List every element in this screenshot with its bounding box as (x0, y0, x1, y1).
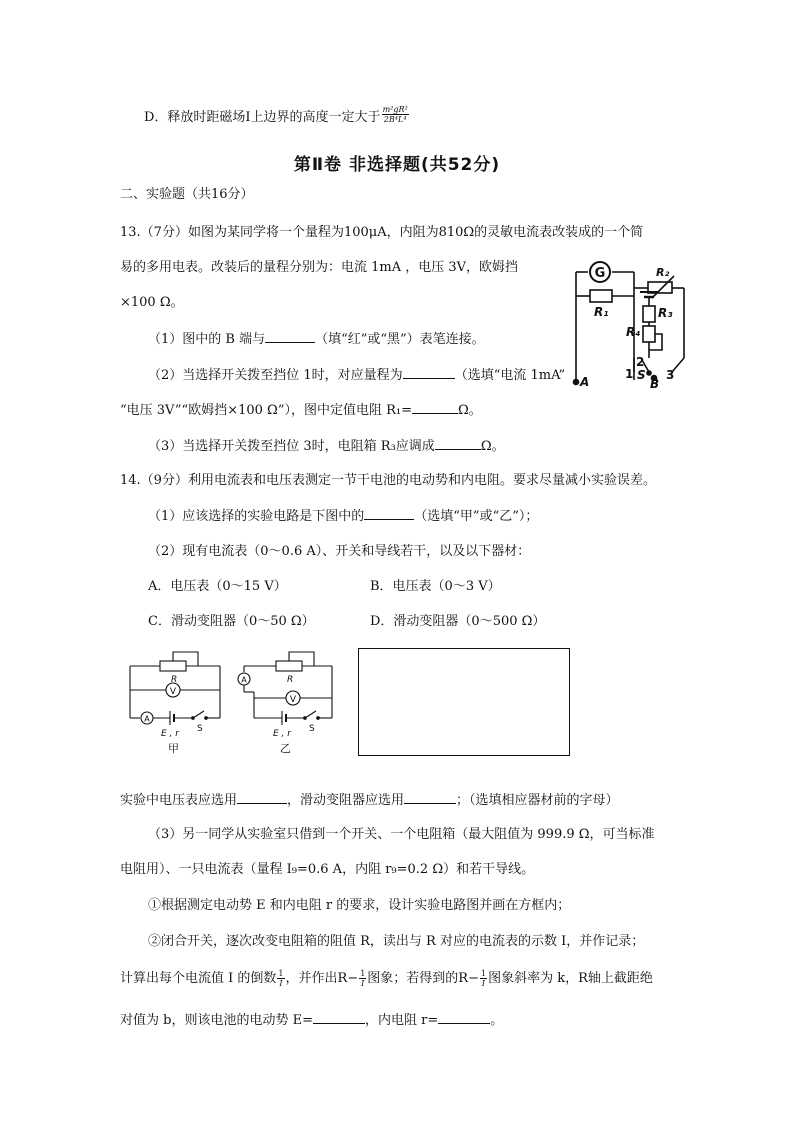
jia-rheostat (160, 661, 186, 671)
multimeter-circuit (562, 262, 702, 402)
jia-v-label: V (169, 687, 177, 697)
q13-sub2b-blank (412, 401, 458, 414)
label-s: S (637, 368, 646, 382)
option-d-fraction-den: 2B⁴L⁴ (383, 115, 407, 124)
circuit-yi (238, 646, 338, 756)
label-a: A (580, 375, 590, 389)
q14-emf-blank (313, 1011, 365, 1024)
q13-sub2 (148, 366, 565, 385)
q14-sub1-blank (364, 507, 414, 520)
q14-sub1 (148, 507, 538, 526)
yi-a-label: A (241, 675, 247, 685)
label-b: B (650, 377, 660, 391)
q14-sub3-l2: 电阻用）、一只电流表（量程 I₉=0.6 A，内阻 r₉=0.2 Ω）和若干导线。 (120, 862, 535, 877)
q13-line1: 13.（7分）如图为某同学将一个量程为100μA，内阻为810Ω的灵敏电流表改装成的一个简 (120, 225, 644, 240)
yi-s-label: S (309, 724, 315, 734)
jia-s-label: S (197, 724, 203, 734)
frac1-num: 1 (278, 969, 284, 978)
r3-resistor (643, 306, 655, 322)
q14-last-a: 对值为 b，则该电池的电动势 E= (120, 1013, 313, 1028)
reciprocal-fraction-3 (480, 969, 487, 988)
q14-option-a: A．电压表（0～15 V） (148, 579, 287, 594)
option-d-text: D．释放时距磁场Ⅰ上边界的高度一定大于 (144, 110, 381, 125)
frac2-num: 1 (360, 969, 366, 978)
q14-sub1-text: （1）应该选择的实验电路是下图中的 (148, 509, 365, 524)
q13-sub2b-text: “电压 3V”“欧姆挡×100 Ω”），图中定值电阻 R₁= (120, 403, 412, 418)
jia-caption: 甲 (168, 742, 179, 755)
q13-sub1-text: （1）图中的 B 端与 (148, 332, 266, 347)
frac2-den: I (361, 979, 365, 988)
answer-drawing-box[interactable] (358, 648, 570, 756)
q14-item2: ②闭合开关，逐次改变电阻箱的阻值 R，读出与 R 对应的电流表的示数 I，并作记录； (148, 934, 645, 949)
jia-a-label: A (144, 714, 150, 724)
q14-calc-b: ，并作出R− (285, 971, 359, 986)
r3-label: R₃ (658, 306, 673, 320)
section-title: 第Ⅱ卷 非选择题(共52分) (293, 155, 501, 175)
option-d-fraction-num: m²gR² (382, 105, 408, 114)
q14-resistance-blank (438, 1011, 490, 1024)
q13-sub2-tail: （选填“电流 1mA” (454, 368, 566, 383)
reciprocal-fraction-2 (359, 969, 366, 988)
q13-sub2b-tail: Ω。 (458, 403, 482, 418)
q14-voltmeter-blank (237, 791, 287, 804)
q14-calc-a: 计算出每个电流值 I 的倒数 (120, 971, 277, 986)
q14-last-b: ，内电阻 r= (364, 1013, 439, 1028)
q14-calc-c: 图象；若得到的R− (367, 971, 479, 986)
q14-last-c: 。 (490, 1013, 504, 1028)
galvanometer-label: G (594, 266, 606, 281)
q14-calc-d: 图象斜率为 k，R轴上截距绝 (488, 971, 653, 986)
yi-v-label: V (289, 695, 297, 705)
q13-sub3-tail: Ω。 (480, 439, 505, 454)
q13-sub3-text: （3）当选择开关拨至挡位 3时，电阻箱 R₃应调成 (148, 439, 435, 454)
q14-calc-line (120, 969, 653, 988)
r2-label: R₂ (656, 266, 670, 279)
q13-line2: 易的多用电表。改装后的量程分别为：电流 1mA ，电压 3V，欧姆挡 (120, 260, 519, 275)
jia-switch-contact (205, 717, 208, 720)
jia-switch-blade (193, 711, 204, 718)
q13-sub3 (148, 437, 505, 456)
q14-option-d: D．滑动变阻器（0～500 Ω） (370, 614, 546, 629)
q13-sub2-blank (403, 366, 455, 379)
switch-pivot (647, 371, 651, 375)
q14-choose-2: ，滑动变阻器应选用 (287, 793, 405, 808)
r2-arrow (652, 276, 674, 298)
q14-choose-1: 实验中电压表应选用 (120, 793, 238, 808)
q14-choose-3: ；（选填相应器材前的字母） (456, 793, 619, 808)
yi-caption: 乙 (280, 742, 291, 755)
q13-sub1-blank (265, 330, 315, 343)
frac1-den: I (279, 979, 283, 988)
jia-r-label: R (171, 675, 178, 685)
circuit-jia (126, 646, 226, 756)
q14-last-line (120, 1011, 503, 1030)
reciprocal-fraction-1 (277, 969, 284, 988)
q13-sub2-text: （2）当选择开关拨至挡位 1时，对应量程为 (148, 368, 403, 383)
q14-sub3-l1: （3）另一同学从实验室只借到一个开关、一个电阻箱（最大阻值为 999.9 Ω，可当标准 (148, 827, 655, 842)
r1-label: R₁ (594, 305, 609, 319)
q14-item1: ①根据测定电动势 E 和内电阻 r 的要求，设计实验电路图并画在方框内； (148, 898, 571, 913)
yi-r-label: R (287, 675, 294, 685)
label-1: 1 (625, 367, 634, 381)
q13-line3: ×100 Ω。 (120, 295, 184, 310)
yi-er-label: E , r (273, 729, 291, 739)
q13-sub1 (148, 330, 485, 349)
label-2: 2 (636, 355, 645, 369)
label-3: 3 (666, 368, 675, 382)
frac3-den: I (481, 979, 486, 988)
q14-option-c: C．滑动变阻器（0～50 Ω） (148, 614, 315, 629)
q13-sub2b (120, 401, 482, 420)
q14-sub2: （2）现有电流表（0～0.6 A）、开关和导线若干，以及以下器材： (148, 544, 531, 559)
q13-sub3-blank (435, 437, 481, 450)
r4-label: R₄ (626, 325, 641, 339)
yi-switch-contact (317, 717, 320, 720)
q14-choose-line (120, 791, 619, 810)
q14-sub1-tail: （选填“甲”或“乙”）； (414, 509, 539, 524)
jia-er-label: E , r (161, 729, 179, 739)
yi-switch-blade (305, 711, 316, 718)
frac3-num: 1 (480, 969, 487, 978)
r1-resistor (590, 290, 612, 302)
q13-sub1-tail: （填“红”或“黑”）表笔连接。 (315, 332, 485, 347)
q14-option-b: B．电压表（0～3 V） (370, 579, 501, 594)
yi-rheostat (276, 661, 302, 671)
option-d-fraction (382, 105, 409, 124)
q14-rheostat-blank (404, 791, 456, 804)
terminal-a (574, 380, 579, 385)
r4-resistor (643, 326, 655, 342)
q14-line1: 14.（9分）利用电流表和电压表测定一节干电池的电动势和内电阻。要求尽量减小实验误差。 (120, 473, 656, 488)
option-d (144, 105, 410, 127)
section-two-heading: 二、实验题（共16分） (120, 187, 254, 202)
